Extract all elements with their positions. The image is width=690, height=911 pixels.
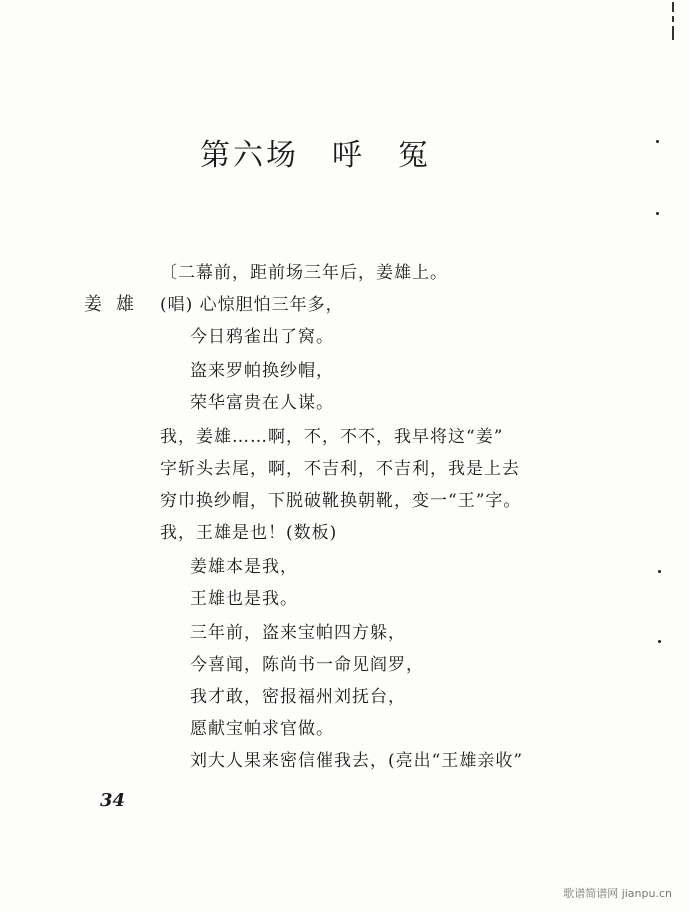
watermark: 歌谱简谱网 jianpu.cn — [563, 887, 672, 900]
print-speck — [658, 640, 661, 643]
text-line: 今日鸦雀出了窝。 — [190, 327, 334, 347]
text-line: 姜雄本是我， — [190, 557, 298, 577]
text-line: 字斩头去尾，啊，不吉利，不吉利，我是上去 — [160, 459, 520, 479]
text-line: 三年前，盗来宝帕四方躲， — [190, 623, 406, 643]
text-line: 我，王雄是也！(数板) — [160, 523, 338, 543]
print-speck — [656, 212, 659, 215]
speaker-name: 姜雄 — [84, 294, 148, 315]
print-speck — [658, 570, 661, 573]
text-line: 王雄也是我。 — [190, 589, 298, 609]
text-line: 穷巾换纱帽，下脱破靴换朝靴，变一“王”字。 — [160, 491, 522, 511]
page-number: 34 — [100, 790, 126, 811]
page-edge-mark — [668, 0, 682, 48]
stage-direction: 〔二幕前，距前场三年后，姜雄上。 — [160, 263, 448, 283]
text-line: 今喜闻，陈尚书一命见阎罗， — [190, 655, 424, 675]
text-line: 盗来罗帕换纱帽， — [190, 361, 334, 381]
text-line: 愿献宝帕求官做。 — [190, 719, 334, 739]
text-line: (唱) 心惊胆怕三年多， — [160, 295, 344, 315]
text-line: 我才敢，密报福州刘抚台， — [190, 687, 406, 707]
text-line: 荣华富贵在人谋。 — [190, 393, 334, 413]
print-speck — [656, 140, 659, 143]
scene-title: 第六场 呼 冤 — [200, 138, 431, 173]
text-line: 我，姜雄……啊，不，不不，我早将这“姜” — [160, 427, 504, 447]
text-line: 刘大人果来密信催我去，(亮出“王雄亲收” — [190, 751, 524, 771]
